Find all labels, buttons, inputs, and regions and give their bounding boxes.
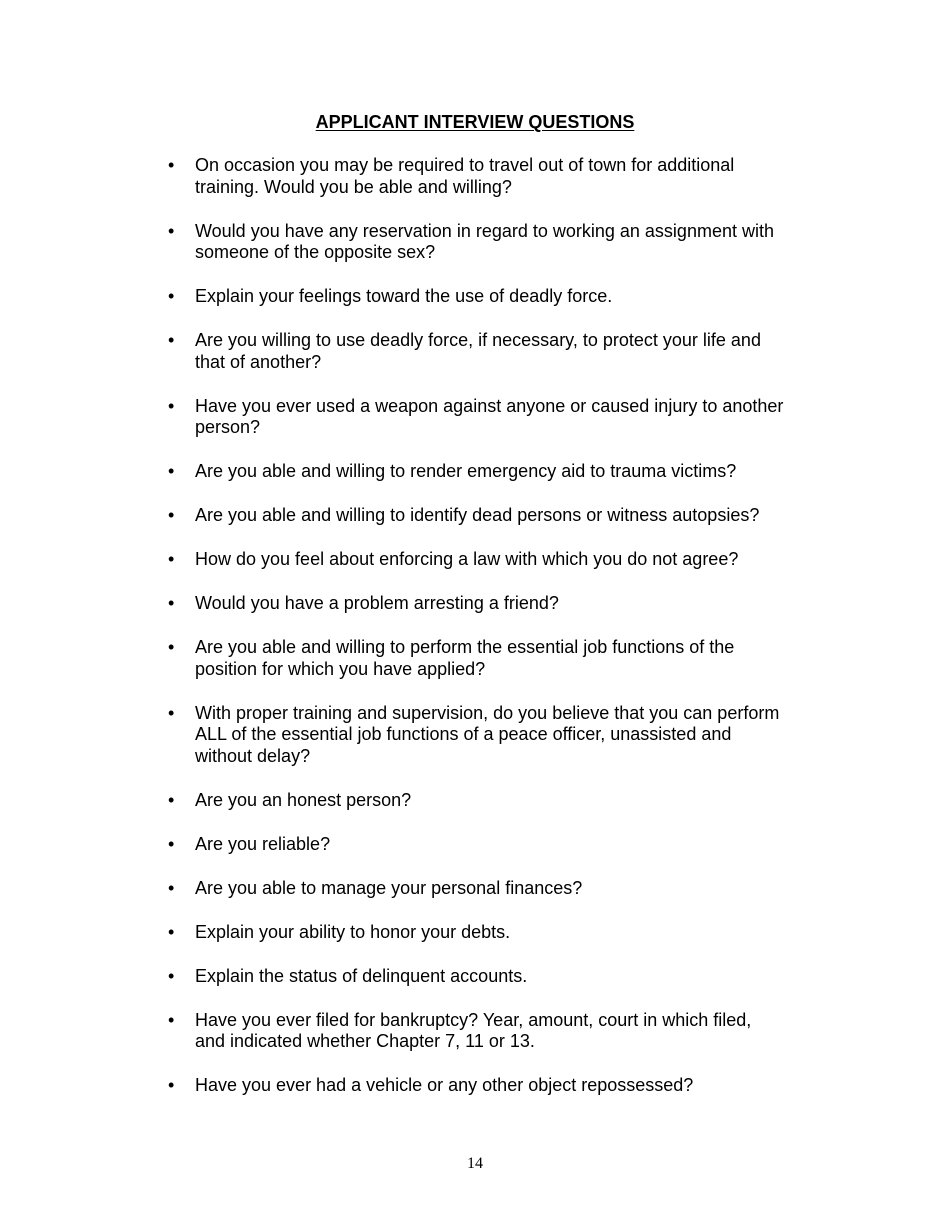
list-item <box>168 637 818 680</box>
bullet-icon: • <box>168 921 175 942</box>
question-text: Have you ever filed for bankruptcy? Year, amount, court in which filed, and indicated whether Chapter 7, 11 or 13. <box>195 1009 752 1051</box>
question-text: Are you able and willing to identify dead persons or witness autopsies? <box>195 505 760 525</box>
bullet-icon: • <box>168 789 175 810</box>
list-item <box>168 505 818 527</box>
question-text: Are you able and willing to perform the essential job functions of the position for which you have applied? <box>195 637 735 679</box>
list-item <box>168 878 818 900</box>
page-title: APPLICANT INTERVIEW QUESTIONS <box>315 112 635 132</box>
question-list <box>168 155 818 1119</box>
question-text: Are you able and willing to render emergency aid to trauma victims? <box>195 461 737 481</box>
list-item <box>168 1075 818 1097</box>
question-text: Have you ever used a weapon against anyone or caused injury to another person? <box>195 395 784 437</box>
bullet-icon: • <box>168 877 175 898</box>
list-item <box>168 396 818 439</box>
bullet-icon: • <box>168 833 175 854</box>
bullet-icon: • <box>168 395 175 416</box>
question-text: Would you have a problem arresting a friend? <box>195 593 559 613</box>
list-item <box>168 834 818 856</box>
page-number: 14 <box>467 1155 483 1172</box>
bullet-icon: • <box>168 965 175 986</box>
bullet-icon: • <box>168 505 175 525</box>
question-text: How do you feel about enforcing a law with which you do not agree? <box>195 549 739 569</box>
bullet-icon: • <box>168 1075 175 1095</box>
bullet-icon: • <box>168 637 175 657</box>
bullet-icon: • <box>168 155 175 175</box>
list-item <box>168 286 818 308</box>
question-text: Are you able to manage your personal finances? <box>195 877 583 898</box>
list-item <box>168 330 818 373</box>
question-text: Have you ever had a vehicle or any other object repossessed? <box>195 1075 694 1095</box>
list-item <box>168 549 818 571</box>
question-text: On occasion you may be required to travel out of town for additional training. Would you be able and willing? <box>195 155 735 197</box>
list-item <box>168 155 818 198</box>
list-item <box>168 461 818 483</box>
bullet-icon: • <box>168 702 175 723</box>
question-text: Explain your ability to honor your debts. <box>195 921 511 942</box>
list-item <box>168 221 818 264</box>
question-text: Are you an honest person? <box>195 789 412 810</box>
bullet-icon: • <box>168 220 175 241</box>
bullet-icon: • <box>168 549 175 569</box>
question-text: Explain your feelings toward the use of deadly force. <box>195 286 613 306</box>
question-text: Would you have any reservation in regard to working an assignment with someone of the opposite sex? <box>195 220 774 262</box>
bullet-icon: • <box>168 330 175 350</box>
list-item <box>168 922 818 944</box>
bullet-icon: • <box>168 461 175 481</box>
list-item <box>168 593 818 615</box>
question-text: With proper training and supervision, do you believe that you can perform ALL of the essential job functions of a peace officer, unassisted and without delay? <box>195 702 780 766</box>
list-item <box>168 703 818 768</box>
question-text: Explain the status of delinquent accounts. <box>195 965 528 986</box>
question-text: Are you reliable? <box>195 833 331 854</box>
bullet-icon: • <box>168 1009 175 1030</box>
list-item <box>168 966 818 988</box>
list-item <box>168 1010 818 1053</box>
bullet-icon: • <box>168 286 175 306</box>
list-item <box>168 790 818 812</box>
question-text: Are you willing to use deadly force, if necessary, to protect your life and that of another? <box>195 330 761 372</box>
bullet-icon: • <box>168 593 175 613</box>
